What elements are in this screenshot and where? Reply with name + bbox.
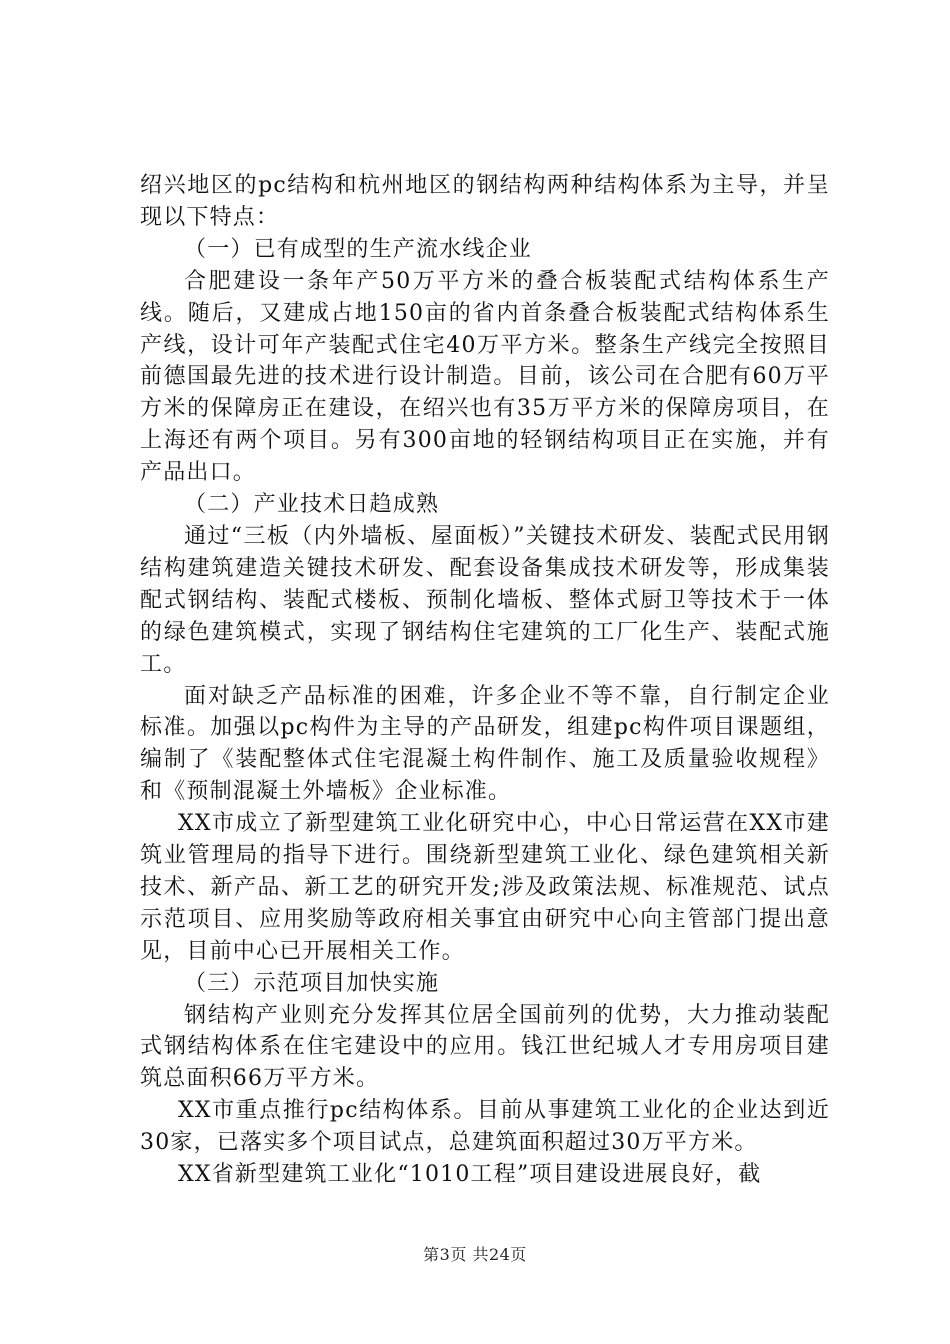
paragraph-intro: 绍兴地区的pc结构和杭州地区的钢结构两种结构体系为主导，并呈现以下特点： — [140, 173, 830, 230]
paragraph-steel-structure: 钢结构产业则充分发挥其位居全国前列的优势，大力推动装配式钢结构体系在住宅建设中的应用。钱江世纪城人才专用房项目建筑总面积66万平方米。 — [140, 1002, 830, 1092]
paragraph-technology: 通过“三板（内外墙板、屋面板）”关键技术研发、装配式民用钢结构建筑建造关键技术研发、配套设备集成技术研发等，形成集装配式钢结构、装配式楼板、预制化墙板、整体式厨卫等技术于一体的绿色建筑模式，实现了钢结构住宅建筑的工厂化生产、装配式施工。 — [140, 523, 830, 677]
paragraph-pc-structure: XX市重点推行pc结构体系。目前从事建筑工业化的企业达到近30家，已落实多个项目试点，总建筑面积超过30万平方米。 — [140, 1098, 830, 1156]
document-body — [140, 170, 830, 1191]
page-footer: 第3页 共24页 — [423, 1245, 527, 1264]
paragraph-research-center: XX市成立了新型建筑工业化研究中心，中心日常运营在XX市建筑业管理局的指导下进行。围绕新型建筑工业化、绿色建筑相关新技术、新产品、新工艺的研究开发;涉及政策法规、标准规范、试点示范项目、应用奖励等政府相关事宜由研究中心向主管部门提出意见，目前中心已开展相关工作。 — [140, 811, 830, 964]
paragraph-1010-project: XX省新型建筑工业化“1010工程”项目建设进展良好，截 — [178, 1162, 762, 1188]
paragraph-standards: 面对缺乏产品标准的困难，许多企业不等不靠，自行制定企业标准。加强以pc构件为主导的产品研发，组建pc构件项目课题组，编制了《装配整体式住宅混凝土构件制作、施工及质量验收规程》和《预制混凝土外墙板》企业标准。 — [140, 683, 830, 805]
paragraph-production-line: 合肥建设一条年产50万平方米的叠合板装配式结构体系生产线。随后，又建成占地150亩的省内首条叠合板装配式结构体系生产线，设计可年产装配式住宅40万平方米。整条生产线完全按照目前德国最先进的技术进行设计制造。目前，该公司在合肥有60万平方米的保障房正在建设，在绍兴也有35万平方米的保障房项目，在上海还有两个项目。另有300亩地的轻钢结构项目正在实施，并有产品出口。 — [140, 268, 830, 486]
section-heading-1: （一）已有成型的生产流水线企业 — [184, 236, 533, 262]
section-heading-2: （二）产业技术日趋成熟 — [184, 492, 440, 518]
section-heading-3: （三）示范项目加快实施 — [184, 970, 440, 996]
